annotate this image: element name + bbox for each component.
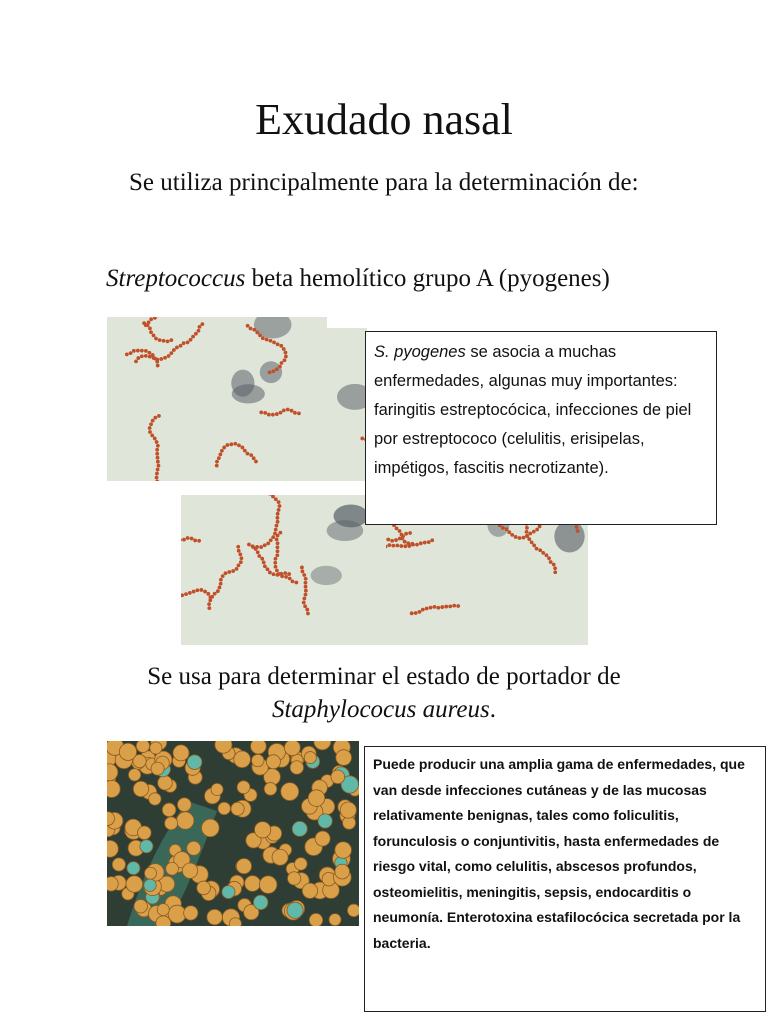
streptococcus-heading-rest: beta hemolítico grupo A (pyogenes) <box>245 265 610 292</box>
staphylococcus-heading <box>0 660 768 726</box>
pyogenes-description: se asocia a muchas enfermedades, algunas muy importantes: faringitis estreptocócica, infecciones de piel por estreptococo (celulitis, erisipelas, impétigos, fascitis necrotizante). <box>374 343 692 477</box>
staphylococcus-heading-line1: Se usa para determinar el estado de portador de <box>147 663 621 690</box>
streptococcus-micrograph-3 <box>181 495 386 645</box>
aureus-description: Puede producir una amplia gama de enfermedades, que van desde infecciones cutáneas y de las mucosas relativamente benignas, tales como foliculitis, forunculosis o conjuntivitis, hasta enfermedades de riesgo vital, como celulitis, abscesos profundos, osteomielitis, meningitis, sepsis, endocarditis o neumonía. Enterotoxina estafilocócica secretada por la bacteria. <box>373 756 745 951</box>
staphylococcus-species-name: Staphylococus aureus <box>271 696 490 723</box>
streptococcus-micrograph-2 <box>327 328 367 481</box>
streptococcus-species-name: Streptococcus <box>106 265 246 292</box>
subtitle: Se utiliza principalmente para la determinación de: <box>129 169 639 196</box>
aureus-description-box <box>364 746 766 1012</box>
pyogenes-species-name: S. pyogenes <box>374 343 466 361</box>
staphylococcus-heading-line2: Staphylococus aureus. <box>271 696 497 723</box>
pyogenes-description-box <box>365 331 717 525</box>
staphylococcus-micrograph <box>107 741 359 926</box>
streptococcus-heading <box>106 264 610 294</box>
page-title: Exudado nasal <box>255 95 513 144</box>
streptococcus-micrograph-1 <box>107 317 327 481</box>
